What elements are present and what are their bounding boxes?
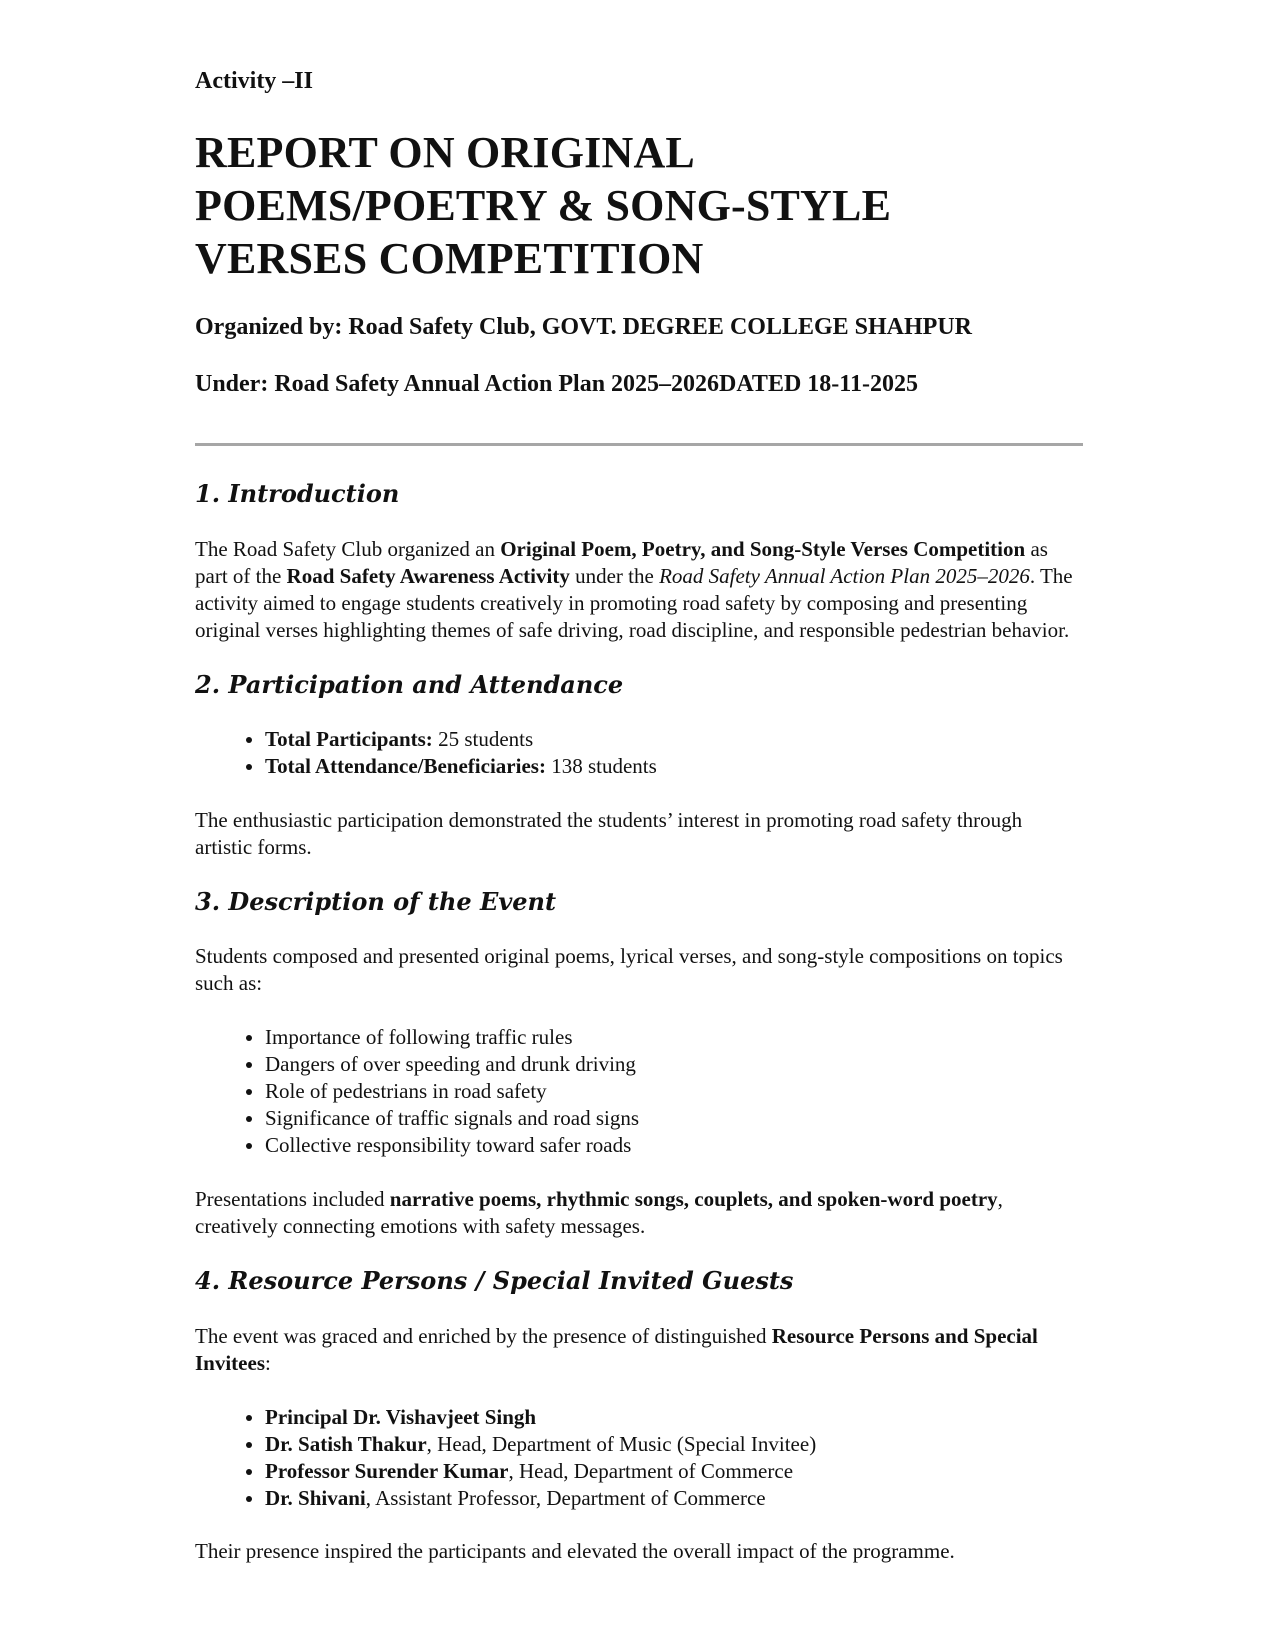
list-item (265, 1431, 1083, 1458)
pres-text-2: , creatively connecting emotions with safety messages. (195, 1187, 1003, 1238)
participants-value: 25 students (432, 727, 534, 751)
guest-role: , Head, Department of Music (Special Invitee) (426, 1432, 817, 1456)
organized-by: Organized by: Road Safety Club, GOVT. DEGREE COLLEGE SHAHPUR (195, 314, 972, 340)
title-line-3: VERSES COMPETITION (195, 234, 704, 283)
list-item: • Collective responsibility toward safer roads (265, 1132, 1083, 1159)
section-heading-participation: 2. Participation and Attendance (195, 670, 624, 699)
title-line-2: POEMS/POETRY & SONG-STYLE (195, 181, 892, 230)
resource-bold-1: Resource Persons and Special Invitees (195, 1324, 1038, 1375)
activity-label: Activity –II (195, 68, 313, 94)
guest-role: , Head, Department of Commerce (508, 1459, 794, 1483)
resource-text-2: : (265, 1351, 271, 1375)
report-page (195, 66, 1083, 1565)
resource-paragraph (195, 1323, 1083, 1377)
topics-list (195, 1024, 1083, 1159)
intro-text-1: The Road Safety Club organized an (195, 537, 501, 561)
section-heading-resource-persons: 4. Resource Persons / Special Invited Guests (195, 1266, 794, 1295)
participation-list (195, 726, 1083, 780)
list-item (265, 1485, 1083, 1512)
guest-role: , Assistant Professor, Department of Commerce (365, 1486, 766, 1510)
list-item: • Dangers of over speeding and drunk driving (265, 1051, 1083, 1078)
participants-label: Total Participants: (265, 727, 433, 751)
list-item (265, 1458, 1083, 1485)
intro-text-2: as part of the (195, 537, 1048, 588)
intro-italic-1: Road Safety Annual Action Plan 2025–2026 (659, 564, 1030, 588)
under-plan: Under: Road Safety Annual Action Plan 2025–2026DATED 18-11-2025 (195, 371, 918, 397)
presentations-paragraph (195, 1186, 1083, 1240)
intro-text-4: . The activity aimed to engage students creatively in promoting road safety by composing and presenting original verses highlighting themes of safe driving, road discipline, and responsible pedestrian behavior. (195, 564, 1073, 642)
list-item (265, 1404, 1083, 1431)
list-item: • Importance of following traffic rules (265, 1024, 1083, 1051)
list-item: • Significance of traffic signals and road signs (265, 1105, 1083, 1132)
section-heading-description: 3. Description of the Event (195, 887, 557, 916)
intro-text-3: under the (569, 564, 660, 588)
intro-bold-1: Original Poem, Poetry, and Song-Style Verses Competition (500, 537, 1026, 561)
section-heading-introduction: 1. Introduction (195, 479, 400, 508)
resource-text-1: The event was graced and enriched by the presence of distinguished (195, 1324, 772, 1348)
list-item: • Role of pedestrians in road safety (265, 1078, 1083, 1105)
divider (195, 443, 1083, 446)
report-title (195, 126, 1083, 285)
attendance-value: 138 students (545, 754, 657, 778)
closing-paragraph: Their presence inspired the participants and elevated the overall impact of the programme. (195, 1539, 955, 1563)
pres-bold-1: narrative poems, rhythmic songs, couplets, and spoken-word poetry (389, 1187, 998, 1211)
guest-name: Dr. Satish Thakur (265, 1432, 427, 1456)
description-paragraph: Students composed and presented original poems, lyrical verses, and song-style compositions on topics such as: (195, 944, 1063, 995)
list-item (265, 753, 1083, 780)
attendance-label: Total Attendance/Beneficiaries: (265, 754, 546, 778)
guest-name: Principal Dr. Vishavjeet Singh (265, 1405, 537, 1429)
pres-text-1: Presentations included (195, 1187, 390, 1211)
guest-name: Dr. Shivani (265, 1486, 366, 1510)
guests-list (195, 1404, 1083, 1512)
participation-paragraph: The enthusiastic participation demonstrated the students’ interest in promoting road safety through artistic forms. (195, 808, 1023, 859)
title-line-1: REPORT ON ORIGINAL (195, 128, 695, 177)
introduction-paragraph (195, 536, 1083, 644)
intro-bold-2: Road Safety Awareness Activity (286, 564, 570, 588)
list-item (265, 726, 1083, 753)
guest-name: Professor Surender Kumar (265, 1459, 509, 1483)
